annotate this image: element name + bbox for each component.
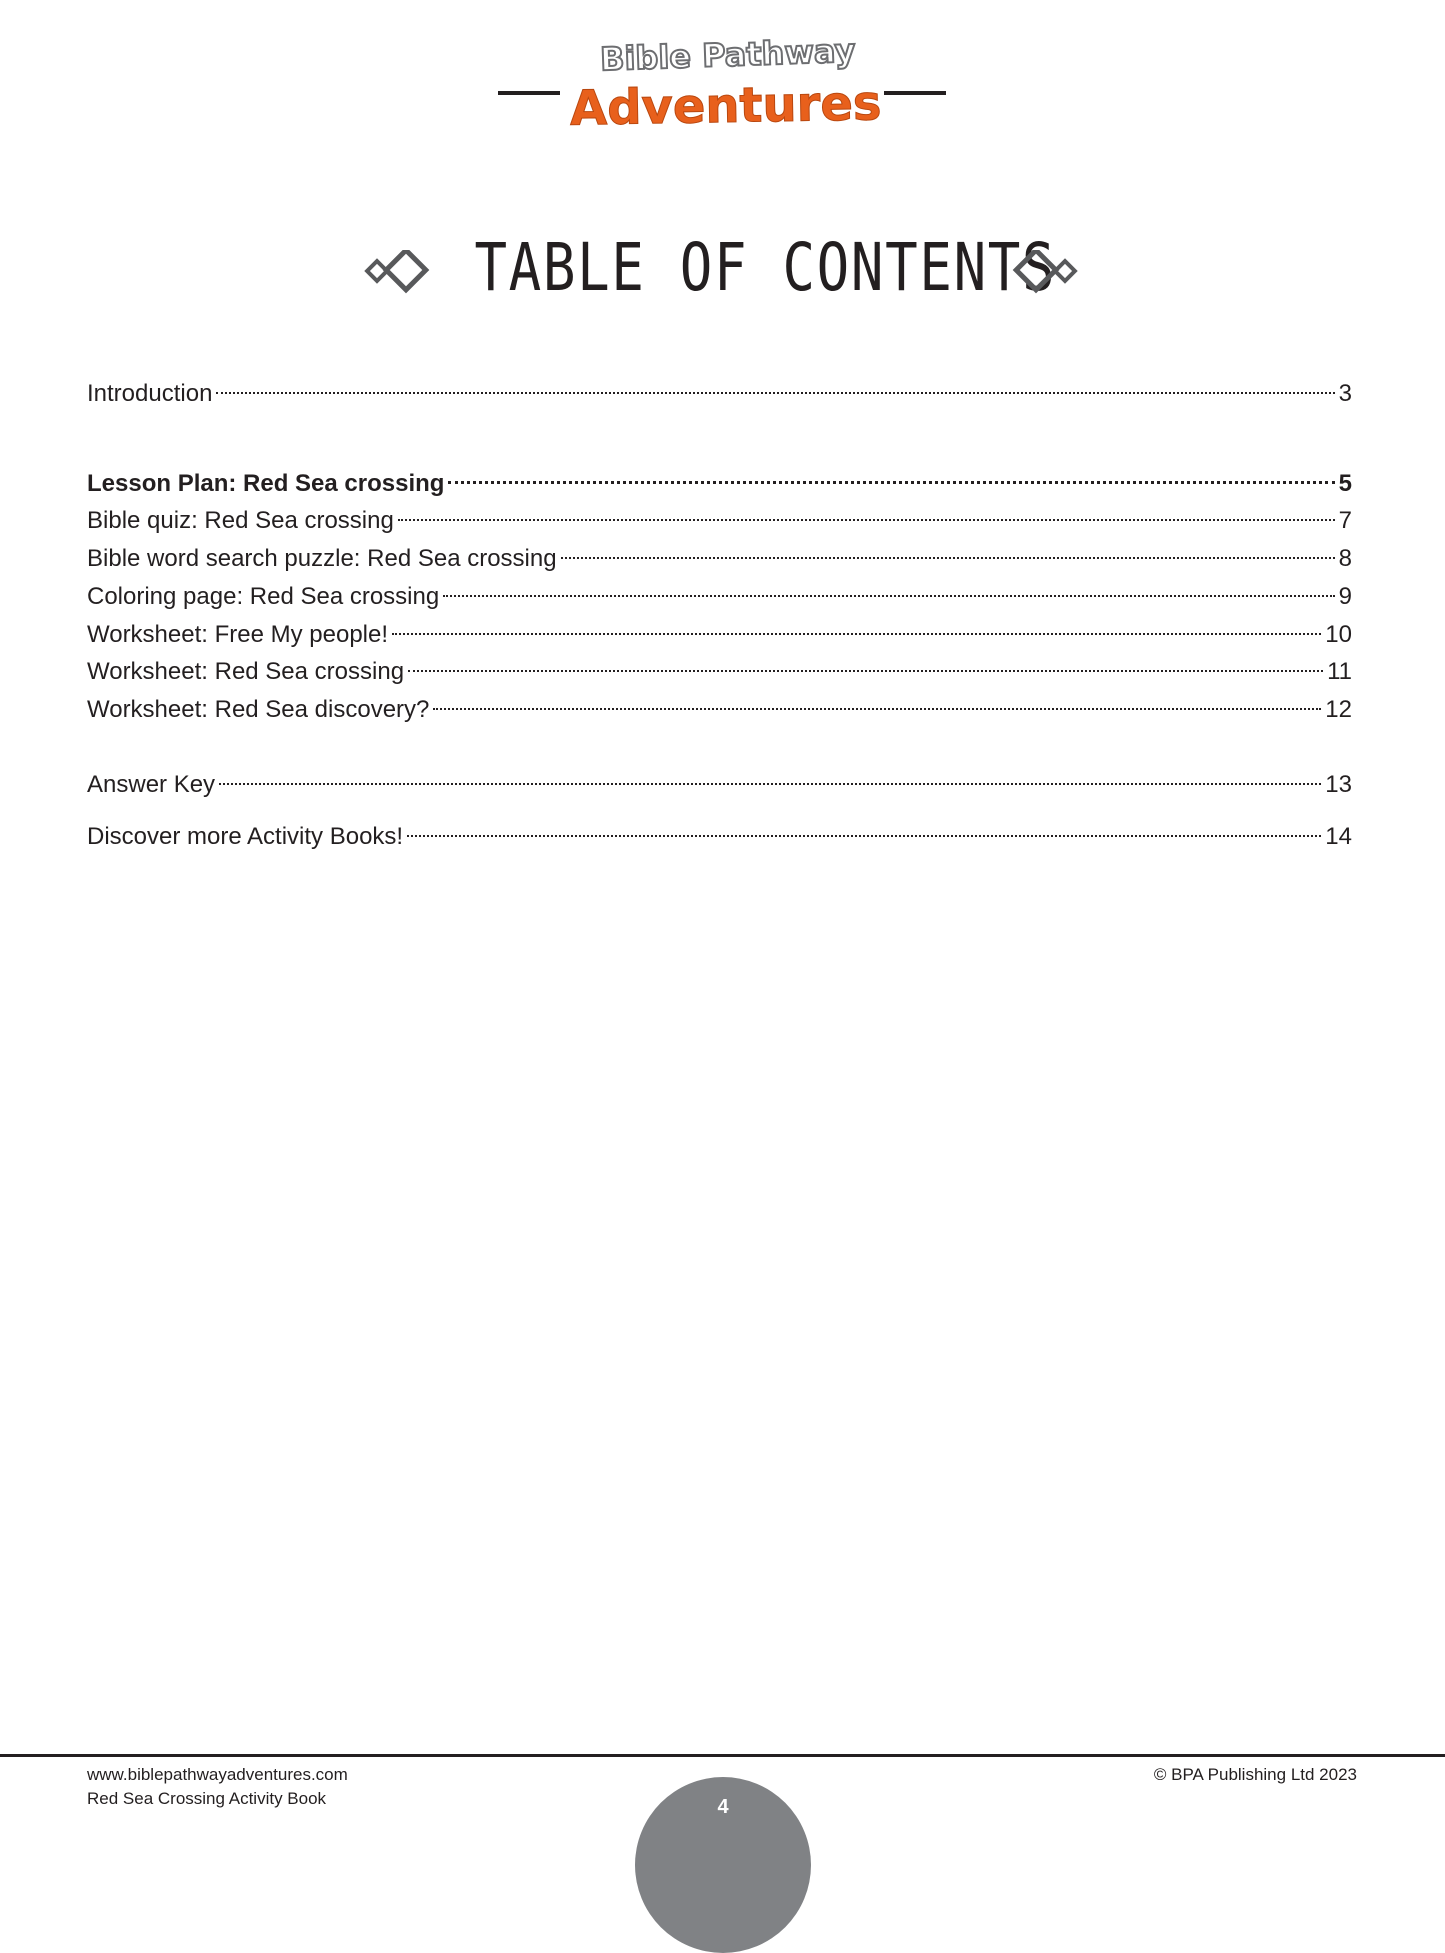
toc-entry-label: Answer Key bbox=[87, 771, 216, 798]
dot-leader bbox=[216, 392, 1334, 394]
toc-entry-label: Introduction bbox=[87, 380, 213, 407]
dot-leader bbox=[398, 519, 1335, 521]
toc-entry[interactable] bbox=[87, 502, 1352, 540]
footer-left bbox=[87, 1763, 348, 1811]
toc-entry-page: 7 bbox=[1338, 507, 1352, 534]
toc-entry-page: 5 bbox=[1338, 470, 1352, 497]
toc-entry-page: 14 bbox=[1325, 823, 1352, 850]
toc-entry-page: 12 bbox=[1325, 696, 1352, 723]
toc-entry[interactable] bbox=[87, 691, 1352, 729]
toc-entry-label: Worksheet: Red Sea discovery? bbox=[87, 696, 430, 723]
logo-divider-right bbox=[884, 91, 946, 95]
toc-entry-page: 8 bbox=[1338, 545, 1352, 572]
dot-leader bbox=[219, 783, 1321, 785]
diamond-ornament-icon bbox=[1008, 250, 1078, 294]
logo-divider-left bbox=[498, 91, 560, 95]
toc-entry-page: 13 bbox=[1325, 771, 1352, 798]
toc-entry-label: Worksheet: Red Sea crossing bbox=[87, 658, 405, 685]
toc-entry-page: 11 bbox=[1327, 658, 1352, 685]
toc-entry[interactable] bbox=[87, 465, 1352, 503]
dot-leader bbox=[407, 835, 1321, 837]
logo-title-main: Adventures bbox=[569, 75, 882, 137]
dot-leader bbox=[392, 633, 1321, 635]
toc-entry[interactable] bbox=[87, 540, 1352, 578]
page-title: TABLE OF CONTENTS bbox=[474, 229, 1057, 306]
page-number: 4 bbox=[717, 1796, 729, 1818]
toc-entry[interactable] bbox=[87, 616, 1352, 654]
toc-entry-label: Bible quiz: Red Sea crossing bbox=[87, 507, 394, 534]
toc-entry[interactable] bbox=[87, 766, 1352, 804]
dot-leader bbox=[433, 708, 1321, 710]
toc-entry[interactable] bbox=[87, 578, 1352, 616]
brand-logo bbox=[0, 30, 1445, 140]
diamond-ornament-icon bbox=[364, 250, 434, 294]
toc-entry-label: Lesson Plan: Red Sea crossing bbox=[87, 470, 445, 497]
dot-leader bbox=[443, 595, 1334, 597]
footer-copyright: © BPA Publishing Ltd 2023 bbox=[1153, 1765, 1357, 1784]
toc-entry-label: Worksheet: Free My people! bbox=[87, 621, 389, 648]
logo-title-top: Bible Pathway bbox=[599, 31, 856, 79]
footer-divider bbox=[0, 1754, 1445, 1757]
toc-entry[interactable] bbox=[87, 653, 1352, 691]
toc-entry-page: 10 bbox=[1325, 621, 1352, 648]
page-title-row bbox=[0, 228, 1445, 318]
dot-leader bbox=[448, 481, 1334, 484]
toc-entry[interactable] bbox=[87, 375, 1352, 413]
toc-entry-label: Discover more Activity Books! bbox=[87, 823, 404, 850]
dot-leader bbox=[408, 670, 1323, 672]
toc-entry-page: 9 bbox=[1338, 583, 1352, 610]
toc-entry-label: Coloring page: Red Sea crossing bbox=[87, 583, 440, 610]
toc-entry[interactable] bbox=[87, 818, 1352, 856]
toc-entry-page: 3 bbox=[1338, 380, 1352, 407]
footer-website-link[interactable]: www.biblepathwayadventures.com bbox=[87, 1765, 348, 1784]
toc-entry-label: Bible word search puzzle: Red Sea crossing bbox=[87, 545, 557, 572]
dot-leader bbox=[561, 557, 1335, 559]
footer-book-title: Red Sea Crossing Activity Book bbox=[87, 1789, 327, 1808]
